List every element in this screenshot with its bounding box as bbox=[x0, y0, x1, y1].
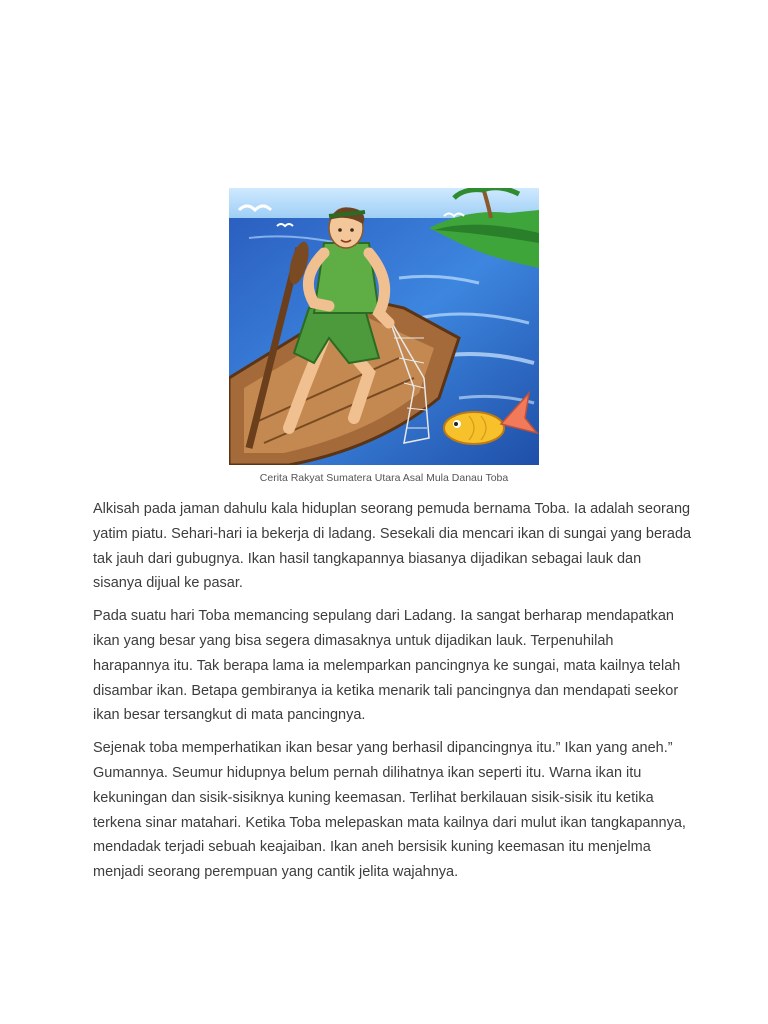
paragraph-1: Alkisah pada jaman dahulu kala hiduplan seorang pemuda bernama Toba. Ia adalah seorang yatim piatu. Sehari-hari ia bekerja di ladang. Sesekali dia mencari ikan di sungai yang berada tak jauh dari gubugnya. Ikan hasil tangkapannya biasanya dijadikan sebagai lauk dan sisanya dijual ke pasar. bbox=[93, 501, 692, 592]
story-illustration bbox=[229, 188, 539, 465]
image-caption: Cerita Rakyat Sumatera Utara Asal Mula Danau Toba bbox=[259, 472, 509, 484]
paragraph-2: Pada suatu hari Toba memancing sepulang dari Ladang. Ia sangat berharap mendapatkan ikan yang besar yang bisa segera dimasaknya untuk dijadikan lauk. Terpenuhilah harapannya itu. Tak berapa lama ia melemparkan pancingnya ke sungai, mata kailnya telah disambar ikan. Betapa gembiranya ia ketika menarik tali pancingnya dan mendapati seekor ikan besar tersangkut di mata pancingnya. bbox=[93, 608, 681, 724]
story-article bbox=[93, 497, 693, 893]
paragraph-3: Sejenak toba memperhatikan ikan besar yang berhasil dipancingnya itu.” Ikan yang aneh.” Gumannya. Seumur hidupnya belum pernah dilihatnya ikan seperti itu. Warna ikan itu kekuningan dan sisik-sisiknya kuning keemasan. Terlihat berkilauan sisik-sisik itu ketika terkena sinar matahari. Ketika Toba melepaskan mata kailnya dari mulut ikan tangkapannya, mendadak terjadi sebuah keajaiban. Ikan aneh bersisik kuning keemasan itu menjelma menjadi seorang perempuan yang cantik jelita wajahnya. bbox=[93, 740, 686, 881]
